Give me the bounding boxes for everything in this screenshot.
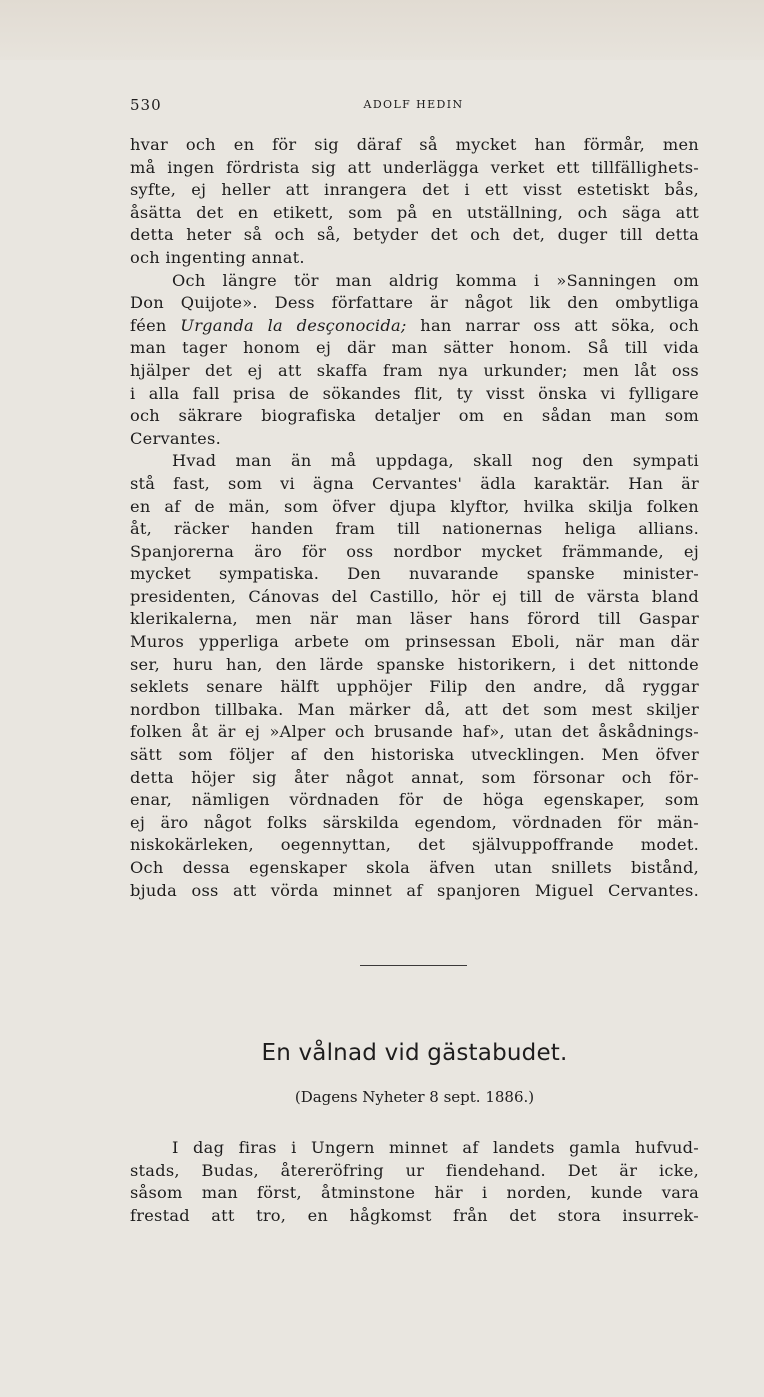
text-line: Cervantes. xyxy=(130,428,221,448)
text-line-part: féen xyxy=(130,315,181,335)
text-line: stå fast, som vi ägna Cervantes' ädla karaktär. Han är xyxy=(130,473,699,493)
running-head-author: ADOLF HEDIN xyxy=(363,98,464,111)
text-line: presidenten, Cánovas del Castillo, hör ej till de värsta bland xyxy=(130,586,699,606)
page-top-edge xyxy=(0,0,764,60)
text-line: man tager honom ej där man sätter honom. Så till vida xyxy=(130,338,699,358)
text-line: frestad att tro, en hågkomst från det stora insurrek- xyxy=(130,1205,699,1225)
text-line: och säkrare biografiska detaljer om en sådan man som xyxy=(130,406,699,426)
text-line: Och längre tör man aldrig komma i »Sanningen om xyxy=(172,270,699,290)
text-line: klerikalerna, men när man läser hans förord till Gaspar xyxy=(130,609,699,629)
text-line: Spanjorerna äro för oss nordbor mycket främmande, ej xyxy=(130,541,699,561)
text-line: sätt som följer af den historiska utvecklingen. Men öfver xyxy=(130,745,699,765)
section-text xyxy=(130,1137,699,1227)
text-line: detta höjer sig åter något annat, som försonar och för- xyxy=(130,767,699,787)
text-line: hjälper det ej att skaffa fram nya urkunder; men låt oss xyxy=(130,360,699,380)
text-line: I dag firas i Ungern minnet af landets gamla hufvud- xyxy=(172,1138,699,1157)
section-divider xyxy=(360,965,467,966)
text-line: detta heter så och så, betyder det och det, duger till detta xyxy=(130,225,699,245)
text-line: seklets senare hälft upphöjer Filip den andre, då ryggar xyxy=(130,677,699,697)
section-title: En vålnad vid gästabudet. xyxy=(261,1040,568,1066)
text-line: såsom man först, åtminstone här i norden, kunde vara xyxy=(130,1183,699,1203)
text-line: hvar och en för sig däraf så mycket han förmår, men xyxy=(130,135,699,154)
text-line: ej äro något folks särskilda egendom, vördnaden för män- xyxy=(130,812,699,832)
text-line: bjuda oss att vörda minnet af spanjoren Miguel Cervantes. xyxy=(130,880,699,900)
main-text xyxy=(130,134,699,902)
text-line: i alla fall prisa de sökandes flit, ty visst önska vi fylligare xyxy=(130,383,699,403)
text-line: ser, huru han, den lärde spanske historikern, i det nittonde xyxy=(130,654,699,674)
text-line: och ingenting annat. xyxy=(130,247,305,267)
text-line: enar, nämligen vördnaden för de höga egenskaper, som xyxy=(130,790,699,810)
page-number: 530 xyxy=(130,96,162,114)
text-line: stads, Budas, återeröfring ur fiendehand. Det är icke, xyxy=(130,1160,699,1180)
text-line: åt, räcker handen fram till nationernas heliga allians. xyxy=(130,519,699,539)
section-source: (Dagens Nyheter 8 sept. 1886.) xyxy=(294,1088,535,1106)
text-line-part: han narrar oss att söka, och xyxy=(406,315,699,335)
text-line: folken åt är ej »Alper och brusande haf», utan det åskådnings- xyxy=(130,722,699,742)
text-line: niskokärleken, oegennyttan, det självuppoffrande modet. xyxy=(130,835,699,855)
text-line: må ingen fördrista sig att underlägga verket ett tillfällighets- xyxy=(130,157,699,177)
text-line: en af de män, som öfver djupa klyftor, hvilka skilja folken xyxy=(130,496,699,516)
text-line: åsätta det en etikett, som på en utställning, och säga att xyxy=(130,202,699,222)
text-line: Hvad man än må uppdaga, skall nog den sympati xyxy=(172,451,699,471)
text-line: syfte, ej heller att inrangera det i ett visst estetiskt bås, xyxy=(130,180,699,200)
running-head xyxy=(128,96,699,116)
text-line: nordbon tillbaka. Man märker då, att det som mest skiljer xyxy=(130,699,699,719)
text-line: mycket sympatiska. Den nuvarande spanske minister- xyxy=(130,564,699,584)
text-line: Muros ypperliga arbete om prinsessan Eboli, när man där xyxy=(130,632,699,652)
italic-title: Urganda la desçonocida; xyxy=(180,315,407,335)
text-line: Och dessa egenskaper skola äfven utan snillets bistånd, xyxy=(130,858,699,877)
text-line-italic xyxy=(130,315,699,338)
text-line: Don Quijote». Dess författare är något lik den ombytliga xyxy=(130,293,699,313)
